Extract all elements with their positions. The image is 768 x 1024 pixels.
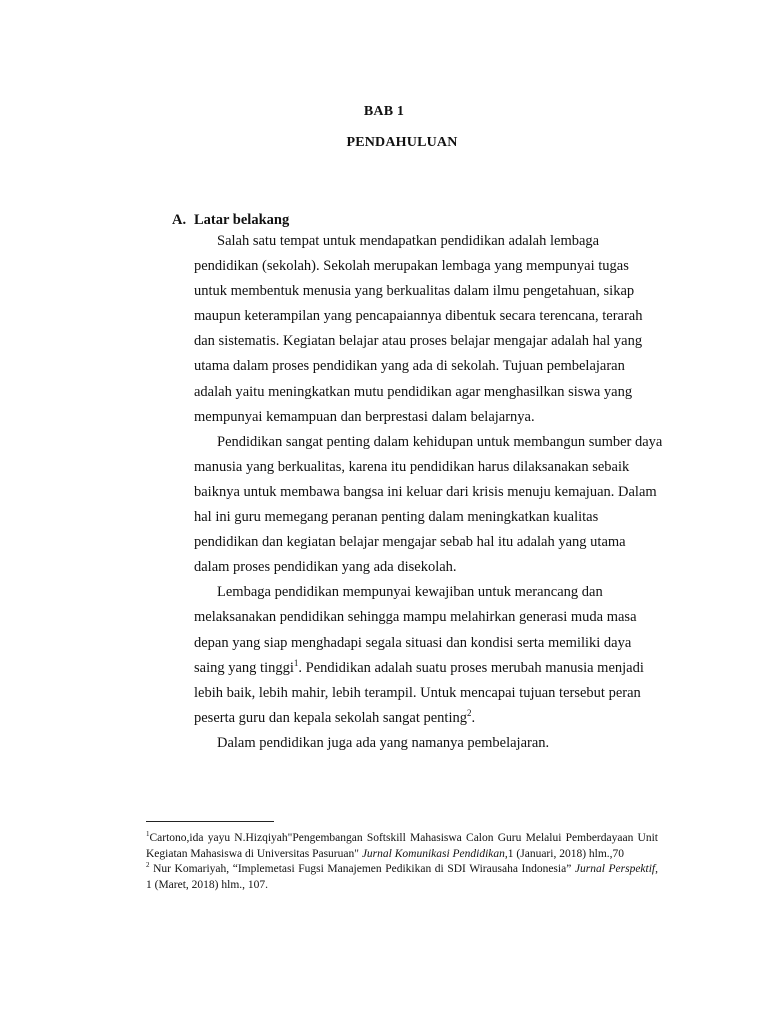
- chapter-title: PENDAHULUAN: [346, 135, 458, 150]
- paragraph-4: Dalam pendidikan juga ada yang namanya pembelajaran.: [217, 734, 550, 751]
- section-title: Latar belakang: [194, 212, 290, 228]
- paragraph-2: Pendidikan sangat penting dalam kehidupan untuk membangun sumber daya manusia yang berkualitas, karena itu pendidikan harus dilaksanakan sebaik baiknya untuk membawa bangsa ini keluar dari krisis menuju kemajuan. Dalam hal ini guru memegang peranan penting dalam meningkatkan kualitas pendidikan dan kegiatan belajar mengajar sebab hal itu adalah yang utama dalam proses pendidikan yang ada disekolah.: [194, 433, 663, 576]
- footnote-number: 2: [146, 861, 150, 870]
- footnote-separator: [146, 821, 274, 822]
- footnote-number: 1: [146, 830, 150, 839]
- footnote-2: [146, 862, 658, 893]
- footnote-ref-2[interactable]: 2: [467, 707, 472, 718]
- footnote-journal: Jurnal Komunikasi Pendidikan: [361, 847, 505, 860]
- footnote-text: Nur Komariyah, “Implemetasi Fugsi Manajemen Pedikikan di SDI Wirausaha Indonesia”: [149, 863, 575, 876]
- paragraph-1: Salah satu tempat untuk mendapatkan pendidikan adalah lembaga pendidikan (sekolah). Sekolah merupakan lembaga yang mempunyai tugas untuk membentuk menusia yang berkualitas dalam ilmu pengetahuan, sikap maupun keterampilan yang pencapaiannya dibentuk secara terencana, terarah dan sistematis. Kegiatan belajar atau proses belajar mengajar adalah hal yang utama dalam proses pendidikan yang ada di sekolah. Tujuan pembelajaran adalah yaitu meningkatkan mutu pendidikan agar menghasilkan siswa yang mempunyai kemampuan dan berprestasi dalam belajarnya.: [194, 233, 643, 425]
- body-text: [194, 229, 664, 756]
- section-marker: A.: [172, 212, 187, 228]
- footnote-ref-1[interactable]: 1: [293, 657, 299, 668]
- paragraph-3-part-a: Lembaga pendidikan mempunyai kewajiban untuk merancang dan melaksanakan pendidikan sehingga mampu melahirkan generasi muda masa depan yang siap menghadapi segala situasi dan kondisi serta memiliki daya saing yang tinggi: [194, 584, 637, 676]
- paragraph-3-part-c: .: [471, 709, 476, 726]
- paragraph-3: [194, 580, 664, 731]
- footnote-citation: , 1 (Maret, 2018) hlm., 107.: [146, 863, 658, 891]
- footnote-journal: Jurnal Perspektif: [574, 863, 656, 876]
- section-heading: [172, 212, 289, 229]
- footnote-text: Cartono,ida yayu N.Hizqiyah"Pengembangan Softskill Mahasiswa Calon Guru Melalui Pemberdayaan Unit Kegiatan Mahasiswa di Universitas Pasuruan": [146, 832, 658, 860]
- chapter-number: BAB 1: [363, 104, 405, 119]
- footnote-citation: ,1 (Januari, 2018) hlm.,70: [504, 847, 625, 860]
- footnote-1: [146, 831, 658, 862]
- footnotes: [146, 831, 658, 893]
- paragraph-3-part-b: . Pendidikan adalah suatu proses merubah manusia menjadi lebih baik, lebih mahir, lebih terampil. Untuk mencapai tujuan tersebut peran peserta guru dan kepala sekolah sangat penting: [194, 659, 644, 726]
